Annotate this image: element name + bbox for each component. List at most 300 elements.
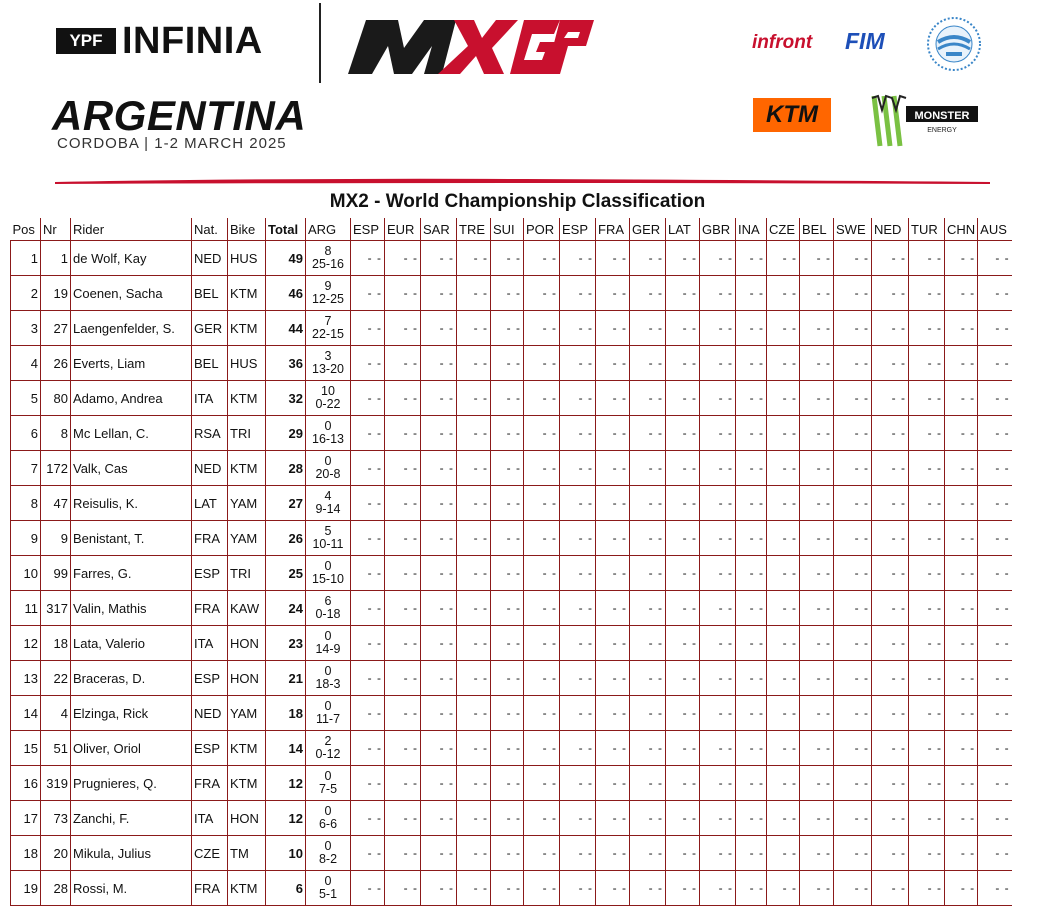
- round-arg-cell: [306, 241, 351, 276]
- round-empty-cell: - -: [385, 241, 421, 276]
- round-empty-cell: - -: [491, 871, 524, 906]
- round-empty-cell: - -: [560, 626, 596, 661]
- round-empty-cell: - -: [700, 696, 736, 731]
- nationality-cell: CZE: [192, 836, 228, 871]
- round-arg-cell: [306, 311, 351, 346]
- round-empty-cell: - -: [524, 416, 560, 451]
- round-empty-cell: - -: [872, 731, 909, 766]
- round-empty-cell: - -: [736, 346, 767, 381]
- col-header-round-sar: SAR: [421, 218, 457, 241]
- rider-name-cell: Valk, Cas: [71, 451, 192, 486]
- arg-points: 4: [324, 489, 332, 503]
- round-empty-cell: - -: [800, 311, 834, 346]
- round-empty-cell: - -: [800, 661, 834, 696]
- round-empty-cell: - -: [700, 591, 736, 626]
- round-empty-cell: - -: [978, 241, 1012, 276]
- table-row: [11, 451, 1012, 486]
- position-cell: 2: [11, 276, 41, 311]
- bike-cell: HUS: [228, 241, 266, 276]
- round-empty-cell: - -: [834, 591, 872, 626]
- arg-points: 9: [324, 279, 332, 293]
- round-empty-cell: - -: [560, 696, 596, 731]
- event-header: [0, 0, 1041, 190]
- position-cell: 3: [11, 311, 41, 346]
- round-arg-cell: [306, 731, 351, 766]
- round-empty-cell: - -: [666, 486, 700, 521]
- nationality-cell: FRA: [192, 766, 228, 801]
- round-empty-cell: - -: [630, 276, 666, 311]
- position-cell: 16: [11, 766, 41, 801]
- round-arg-cell: [306, 556, 351, 591]
- round-empty-cell: - -: [909, 626, 945, 661]
- svg-text:ENERGY: ENERGY: [927, 127, 957, 134]
- round-empty-cell: - -: [596, 311, 630, 346]
- round-empty-cell: - -: [491, 766, 524, 801]
- round-empty-cell: - -: [421, 836, 457, 871]
- nationality-cell: ESP: [192, 556, 228, 591]
- round-empty-cell: - -: [800, 801, 834, 836]
- position-cell: 17: [11, 801, 41, 836]
- rider-number-cell: 20: [41, 836, 71, 871]
- round-empty-cell: - -: [385, 836, 421, 871]
- arg-points: 0: [324, 559, 332, 573]
- round-empty-cell: - -: [421, 416, 457, 451]
- round-empty-cell: - -: [800, 346, 834, 381]
- round-empty-cell: - -: [524, 591, 560, 626]
- nationality-cell: BEL: [192, 276, 228, 311]
- round-empty-cell: - -: [800, 381, 834, 416]
- round-empty-cell: - -: [945, 486, 978, 521]
- rider-number-cell: 27: [41, 311, 71, 346]
- arg-points: 0: [324, 874, 332, 888]
- round-empty-cell: - -: [978, 696, 1012, 731]
- round-empty-cell: - -: [630, 591, 666, 626]
- round-empty-cell: - -: [351, 591, 385, 626]
- round-empty-cell: - -: [767, 241, 800, 276]
- bike-cell: KAW: [228, 591, 266, 626]
- round-empty-cell: - -: [909, 486, 945, 521]
- nationality-cell: BEL: [192, 346, 228, 381]
- round-empty-cell: - -: [351, 801, 385, 836]
- bike-cell: TRI: [228, 416, 266, 451]
- round-empty-cell: - -: [630, 766, 666, 801]
- round-empty-cell: - -: [560, 346, 596, 381]
- round-empty-cell: - -: [909, 801, 945, 836]
- round-empty-cell: - -: [872, 381, 909, 416]
- round-empty-cell: - -: [491, 346, 524, 381]
- round-empty-cell: - -: [736, 451, 767, 486]
- round-empty-cell: - -: [700, 311, 736, 346]
- col-header-round-esp: ESP: [351, 218, 385, 241]
- round-empty-cell: - -: [351, 521, 385, 556]
- round-empty-cell: - -: [834, 486, 872, 521]
- round-empty-cell: - -: [909, 556, 945, 591]
- nationality-cell: FRA: [192, 591, 228, 626]
- round-empty-cell: - -: [666, 731, 700, 766]
- round-empty-cell: - -: [491, 381, 524, 416]
- round-empty-cell: - -: [596, 696, 630, 731]
- rider-name-cell: Everts, Liam: [71, 346, 192, 381]
- round-empty-cell: - -: [978, 486, 1012, 521]
- ypf-logo: YPF: [56, 28, 116, 54]
- bike-cell: TM: [228, 836, 266, 871]
- round-empty-cell: - -: [630, 626, 666, 661]
- col-header-round-chn: CHN: [945, 218, 978, 241]
- round-empty-cell: - -: [457, 416, 491, 451]
- total-points-cell: 49: [266, 241, 306, 276]
- round-empty-cell: - -: [800, 871, 834, 906]
- round-empty-cell: - -: [909, 591, 945, 626]
- round-empty-cell: - -: [767, 626, 800, 661]
- round-empty-cell: - -: [666, 696, 700, 731]
- round-empty-cell: - -: [524, 871, 560, 906]
- round-empty-cell: - -: [700, 836, 736, 871]
- nationality-cell: FRA: [192, 521, 228, 556]
- rider-number-cell: 73: [41, 801, 71, 836]
- round-empty-cell: - -: [834, 731, 872, 766]
- round-empty-cell: - -: [736, 416, 767, 451]
- round-empty-cell: - -: [978, 871, 1012, 906]
- round-empty-cell: - -: [978, 766, 1012, 801]
- round-empty-cell: - -: [800, 696, 834, 731]
- arg-points: 0: [324, 664, 332, 678]
- round-empty-cell: - -: [524, 836, 560, 871]
- total-points-cell: 27: [266, 486, 306, 521]
- round-empty-cell: - -: [491, 241, 524, 276]
- round-empty-cell: - -: [351, 311, 385, 346]
- arg-race-results: 6-6: [318, 817, 338, 831]
- round-empty-cell: - -: [351, 276, 385, 311]
- table-row: [11, 486, 1012, 521]
- round-empty-cell: - -: [945, 311, 978, 346]
- svg-text:MONSTER: MONSTER: [914, 110, 970, 122]
- round-empty-cell: - -: [421, 241, 457, 276]
- round-empty-cell: - -: [666, 801, 700, 836]
- round-empty-cell: - -: [524, 486, 560, 521]
- round-empty-cell: - -: [909, 731, 945, 766]
- total-points-cell: 6: [266, 871, 306, 906]
- round-empty-cell: - -: [457, 801, 491, 836]
- position-cell: 5: [11, 381, 41, 416]
- round-empty-cell: - -: [909, 661, 945, 696]
- round-empty-cell: - -: [491, 801, 524, 836]
- round-empty-cell: - -: [630, 836, 666, 871]
- round-empty-cell: - -: [978, 626, 1012, 661]
- round-empty-cell: - -: [630, 451, 666, 486]
- arg-points: 7: [324, 314, 332, 328]
- rider-number-cell: 8: [41, 416, 71, 451]
- total-points-cell: 23: [266, 626, 306, 661]
- round-arg-cell: [306, 451, 351, 486]
- arg-points: 10: [321, 384, 335, 398]
- round-empty-cell: - -: [630, 416, 666, 451]
- round-empty-cell: - -: [524, 626, 560, 661]
- round-empty-cell: - -: [800, 276, 834, 311]
- round-empty-cell: - -: [767, 801, 800, 836]
- rider-name-cell: Lata, Valerio: [71, 626, 192, 661]
- event-location-date: CORDOBA | 1-2 MARCH 2025: [57, 135, 287, 152]
- round-empty-cell: - -: [978, 381, 1012, 416]
- position-cell: 13: [11, 661, 41, 696]
- round-empty-cell: - -: [596, 451, 630, 486]
- round-empty-cell: - -: [872, 346, 909, 381]
- round-empty-cell: - -: [491, 311, 524, 346]
- round-empty-cell: - -: [700, 556, 736, 591]
- round-arg-cell: [306, 836, 351, 871]
- round-empty-cell: - -: [700, 381, 736, 416]
- table-row: [11, 521, 1012, 556]
- round-arg-cell: [306, 871, 351, 906]
- total-points-cell: 46: [266, 276, 306, 311]
- round-empty-cell: - -: [351, 416, 385, 451]
- round-empty-cell: - -: [491, 836, 524, 871]
- position-cell: 8: [11, 486, 41, 521]
- round-empty-cell: - -: [909, 451, 945, 486]
- round-empty-cell: - -: [351, 486, 385, 521]
- mxgp-logo: [346, 8, 596, 78]
- round-empty-cell: - -: [800, 416, 834, 451]
- round-empty-cell: - -: [945, 556, 978, 591]
- round-empty-cell: - -: [736, 556, 767, 591]
- round-empty-cell: - -: [666, 836, 700, 871]
- round-empty-cell: - -: [872, 836, 909, 871]
- round-empty-cell: - -: [945, 871, 978, 906]
- bike-cell: HON: [228, 626, 266, 661]
- round-empty-cell: - -: [385, 521, 421, 556]
- round-empty-cell: - -: [524, 311, 560, 346]
- round-empty-cell: - -: [596, 766, 630, 801]
- round-empty-cell: - -: [524, 766, 560, 801]
- round-empty-cell: - -: [945, 241, 978, 276]
- round-empty-cell: - -: [351, 661, 385, 696]
- round-empty-cell: - -: [351, 766, 385, 801]
- bike-cell: KTM: [228, 381, 266, 416]
- round-empty-cell: - -: [421, 486, 457, 521]
- round-empty-cell: - -: [491, 661, 524, 696]
- round-empty-cell: - -: [666, 556, 700, 591]
- rider-name-cell: Mikula, Julius: [71, 836, 192, 871]
- round-empty-cell: - -: [909, 871, 945, 906]
- round-empty-cell: - -: [630, 731, 666, 766]
- round-empty-cell: - -: [457, 276, 491, 311]
- arg-race-results: 18-3: [315, 677, 341, 691]
- arg-race-results: 0-12: [315, 747, 341, 761]
- round-empty-cell: - -: [491, 626, 524, 661]
- position-cell: 7: [11, 451, 41, 486]
- rider-name-cell: Adamo, Andrea: [71, 381, 192, 416]
- nationality-cell: LAT: [192, 486, 228, 521]
- round-empty-cell: - -: [491, 276, 524, 311]
- cam-federation-logo: [926, 16, 982, 72]
- round-empty-cell: - -: [385, 661, 421, 696]
- round-empty-cell: - -: [834, 416, 872, 451]
- table-row: [11, 346, 1012, 381]
- col-header-round-ina: INA: [736, 218, 767, 241]
- round-empty-cell: - -: [909, 696, 945, 731]
- round-empty-cell: - -: [666, 591, 700, 626]
- round-empty-cell: - -: [736, 276, 767, 311]
- round-empty-cell: - -: [945, 521, 978, 556]
- rider-name-cell: Elzinga, Rick: [71, 696, 192, 731]
- arg-race-results: 9-14: [315, 502, 341, 516]
- round-empty-cell: - -: [767, 381, 800, 416]
- round-empty-cell: - -: [421, 696, 457, 731]
- col-header-nat: Nat.: [192, 218, 228, 241]
- col-header-bike: Bike: [228, 218, 266, 241]
- arg-points: 5: [324, 524, 332, 538]
- round-empty-cell: - -: [800, 836, 834, 871]
- round-empty-cell: - -: [945, 661, 978, 696]
- round-empty-cell: - -: [978, 451, 1012, 486]
- round-empty-cell: - -: [834, 276, 872, 311]
- round-empty-cell: - -: [834, 521, 872, 556]
- rider-name-cell: Valin, Mathis: [71, 591, 192, 626]
- round-arg-cell: [306, 591, 351, 626]
- bike-cell: HON: [228, 801, 266, 836]
- arg-points: 8: [324, 244, 332, 258]
- round-empty-cell: - -: [978, 661, 1012, 696]
- round-empty-cell: - -: [700, 486, 736, 521]
- round-arg-cell: [306, 346, 351, 381]
- round-empty-cell: - -: [736, 591, 767, 626]
- round-empty-cell: - -: [560, 766, 596, 801]
- col-header-round-lat: LAT: [666, 218, 700, 241]
- round-empty-cell: - -: [491, 521, 524, 556]
- round-empty-cell: - -: [491, 486, 524, 521]
- round-empty-cell: - -: [351, 731, 385, 766]
- total-points-cell: 25: [266, 556, 306, 591]
- round-arg-cell: [306, 696, 351, 731]
- round-empty-cell: - -: [385, 381, 421, 416]
- round-empty-cell: - -: [666, 276, 700, 311]
- round-empty-cell: - -: [767, 661, 800, 696]
- round-empty-cell: - -: [457, 696, 491, 731]
- round-empty-cell: - -: [385, 591, 421, 626]
- round-empty-cell: - -: [909, 241, 945, 276]
- round-empty-cell: - -: [385, 871, 421, 906]
- round-empty-cell: - -: [351, 556, 385, 591]
- position-cell: 4: [11, 346, 41, 381]
- bike-cell: YAM: [228, 696, 266, 731]
- round-empty-cell: - -: [700, 416, 736, 451]
- round-empty-cell: - -: [834, 766, 872, 801]
- col-header-rider: Rider: [71, 218, 192, 241]
- round-empty-cell: - -: [560, 311, 596, 346]
- round-empty-cell: - -: [800, 591, 834, 626]
- round-empty-cell: - -: [945, 801, 978, 836]
- infinia-logo: INFINIA: [122, 20, 263, 62]
- round-arg-cell: [306, 276, 351, 311]
- round-empty-cell: - -: [421, 766, 457, 801]
- round-empty-cell: - -: [945, 836, 978, 871]
- round-empty-cell: - -: [524, 241, 560, 276]
- round-arg-cell: [306, 486, 351, 521]
- round-empty-cell: - -: [800, 766, 834, 801]
- round-empty-cell: - -: [524, 556, 560, 591]
- round-empty-cell: - -: [457, 591, 491, 626]
- nationality-cell: GER: [192, 311, 228, 346]
- round-empty-cell: - -: [978, 311, 1012, 346]
- round-empty-cell: - -: [767, 731, 800, 766]
- round-empty-cell: - -: [457, 556, 491, 591]
- table-row: [11, 871, 1012, 906]
- round-arg-cell: [306, 661, 351, 696]
- round-empty-cell: - -: [596, 346, 630, 381]
- round-empty-cell: - -: [457, 521, 491, 556]
- page-title: MX2 - World Championship Classification: [329, 191, 706, 212]
- table-row: [11, 591, 1012, 626]
- round-empty-cell: - -: [909, 381, 945, 416]
- position-cell: 9: [11, 521, 41, 556]
- total-points-cell: 24: [266, 591, 306, 626]
- nationality-cell: FRA: [192, 871, 228, 906]
- round-empty-cell: - -: [630, 241, 666, 276]
- round-empty-cell: - -: [524, 696, 560, 731]
- round-empty-cell: - -: [800, 556, 834, 591]
- total-points-cell: 12: [266, 766, 306, 801]
- round-empty-cell: - -: [834, 661, 872, 696]
- round-empty-cell: - -: [560, 556, 596, 591]
- rider-number-cell: 22: [41, 661, 71, 696]
- bike-cell: KTM: [228, 871, 266, 906]
- round-empty-cell: - -: [385, 276, 421, 311]
- round-empty-cell: - -: [834, 451, 872, 486]
- arg-points: 0: [324, 419, 332, 433]
- round-empty-cell: - -: [630, 346, 666, 381]
- round-empty-cell: - -: [978, 556, 1012, 591]
- arg-race-results: 15-10: [312, 572, 344, 586]
- arg-race-results: 11-7: [315, 712, 341, 726]
- round-empty-cell: - -: [351, 626, 385, 661]
- total-points-cell: 32: [266, 381, 306, 416]
- round-empty-cell: - -: [666, 451, 700, 486]
- round-empty-cell: - -: [872, 766, 909, 801]
- monster-energy-logo: [868, 92, 982, 150]
- round-empty-cell: - -: [421, 731, 457, 766]
- round-empty-cell: - -: [491, 591, 524, 626]
- round-empty-cell: - -: [666, 416, 700, 451]
- rider-name-cell: Laengenfelder, S.: [71, 311, 192, 346]
- total-points-cell: 10: [266, 836, 306, 871]
- round-empty-cell: - -: [630, 801, 666, 836]
- country-name: ARGENTINA: [52, 92, 307, 139]
- round-empty-cell: - -: [630, 696, 666, 731]
- rider-number-cell: 19: [41, 276, 71, 311]
- round-empty-cell: - -: [491, 416, 524, 451]
- round-empty-cell: - -: [666, 626, 700, 661]
- arg-points: 0: [324, 839, 332, 853]
- arg-points: 2: [324, 734, 332, 748]
- round-empty-cell: - -: [767, 486, 800, 521]
- round-empty-cell: - -: [421, 451, 457, 486]
- nationality-cell: ITA: [192, 626, 228, 661]
- round-empty-cell: - -: [978, 801, 1012, 836]
- table-row: [11, 661, 1012, 696]
- total-points-cell: 29: [266, 416, 306, 451]
- position-cell: 15: [11, 731, 41, 766]
- round-empty-cell: - -: [596, 591, 630, 626]
- round-empty-cell: - -: [945, 731, 978, 766]
- round-arg-cell: [306, 766, 351, 801]
- rider-name-cell: Rossi, M.: [71, 871, 192, 906]
- total-points-cell: 36: [266, 346, 306, 381]
- round-empty-cell: - -: [736, 626, 767, 661]
- round-arg-cell: [306, 626, 351, 661]
- round-empty-cell: - -: [421, 871, 457, 906]
- round-empty-cell: - -: [872, 696, 909, 731]
- round-empty-cell: - -: [872, 276, 909, 311]
- round-empty-cell: - -: [457, 766, 491, 801]
